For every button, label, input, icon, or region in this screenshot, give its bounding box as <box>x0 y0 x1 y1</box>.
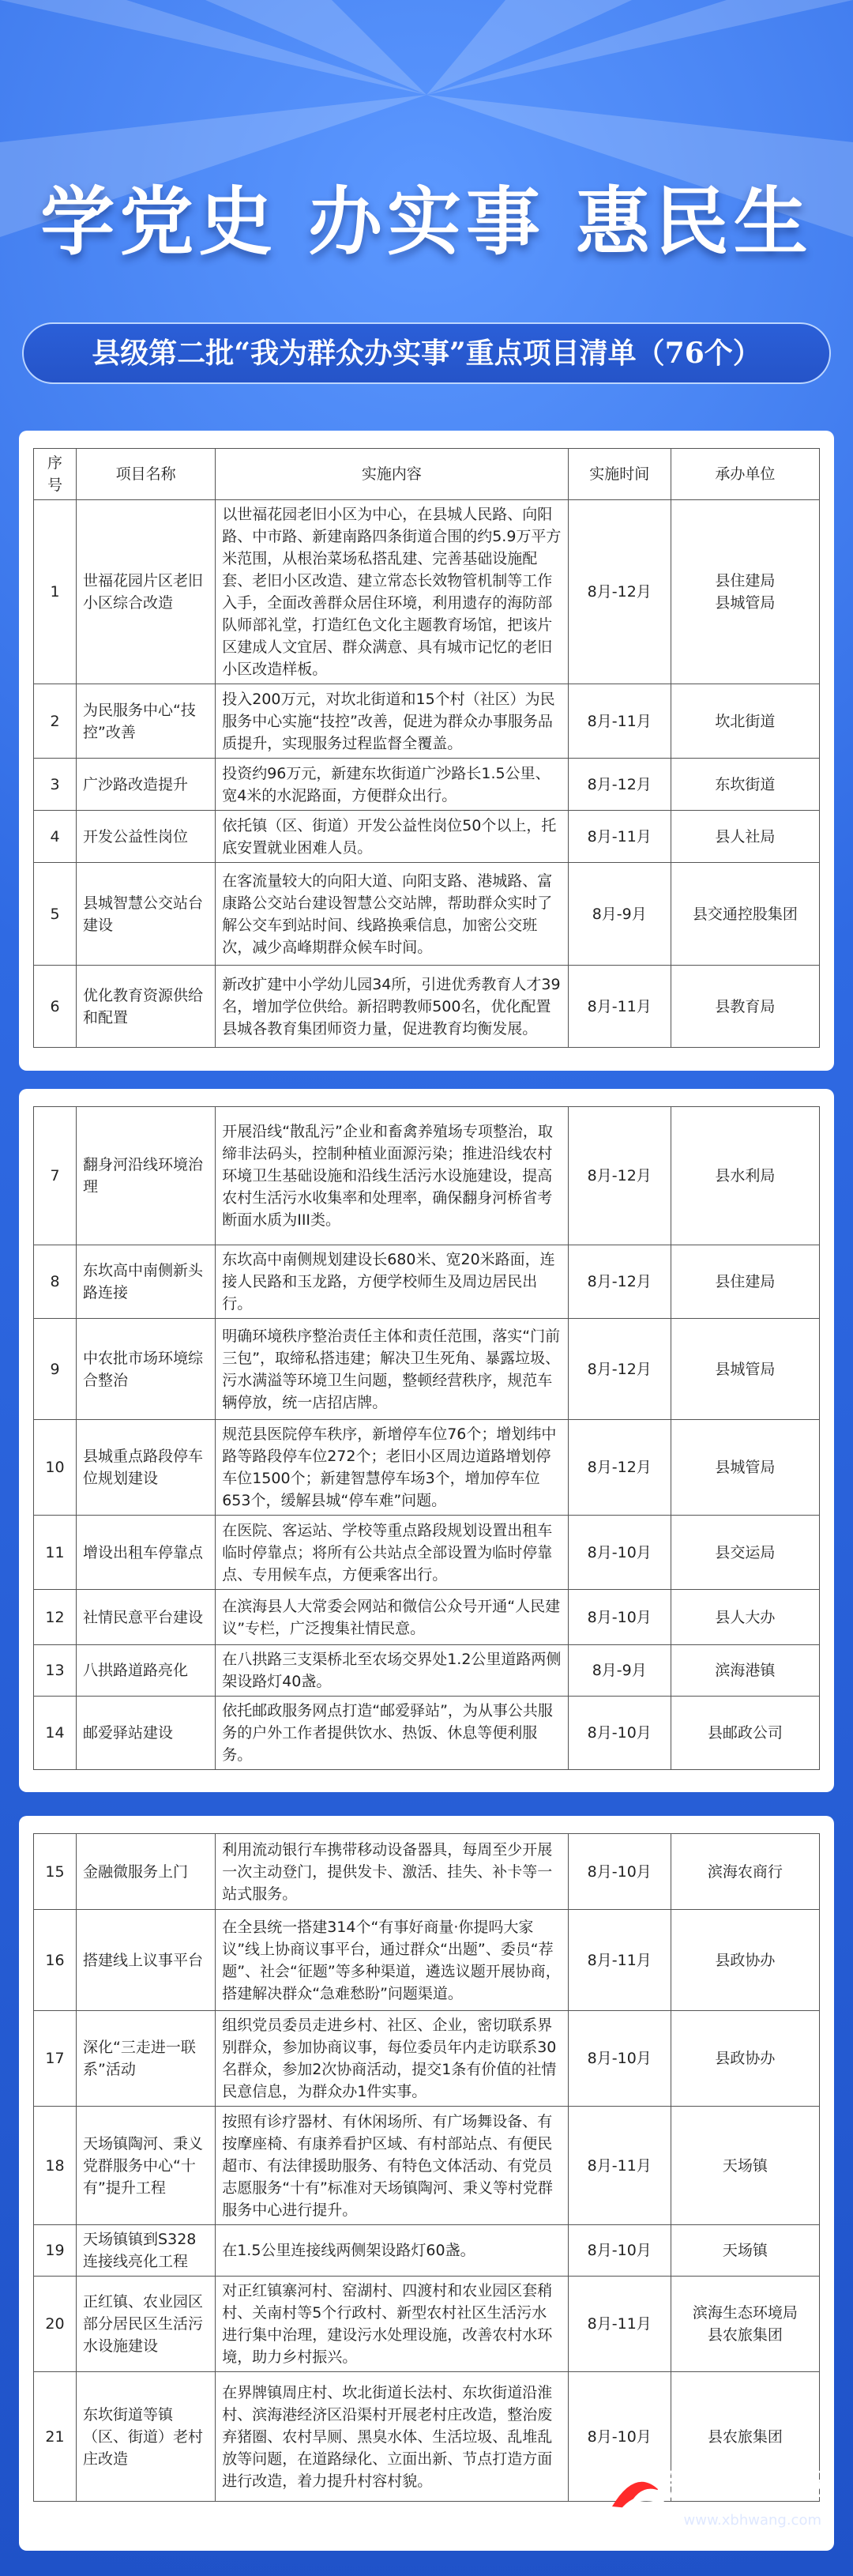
project-time: 8月-9月 <box>568 863 671 966</box>
row-number: 20 <box>34 2277 77 2372</box>
row-number: 11 <box>34 1516 77 1590</box>
project-unit: 天场镇 <box>671 2225 819 2277</box>
project-unit: 县人社局 <box>671 811 819 863</box>
project-content: 投资约96万元，新建东坎街道广沙路长1.5公里、宽4米的水泥路面，方便群众出行。 <box>216 759 568 811</box>
project-unit: 县城管局 <box>671 1420 819 1516</box>
table-row <box>34 1420 820 1516</box>
watermark-url: www.xbhwang.com <box>683 2512 821 2529</box>
project-time: 8月-11月 <box>568 2107 671 2225</box>
row-number: 13 <box>34 1645 77 1697</box>
project-unit: 滨海港镇 <box>671 1645 819 1697</box>
project-time: 8月-10月 <box>568 2372 671 2502</box>
project-content: 投入200万元，对坎北街道和15个村（社区）为民服务中心实施“技控”改善，促进为群众办事服务品质提升，实现服务过程监督全覆盖。 <box>216 684 568 759</box>
row-number: 18 <box>34 2107 77 2225</box>
row-number: 4 <box>34 811 77 863</box>
row-number: 10 <box>34 1420 77 1516</box>
row-number: 21 <box>34 2372 77 2502</box>
table-row <box>34 1245 820 1319</box>
table-row <box>34 2011 820 2107</box>
project-name: 广沙路改造提升 <box>77 759 216 811</box>
project-name: 世福花园片区老旧小区综合改造 <box>77 500 216 684</box>
project-table-1 <box>33 448 820 1048</box>
project-unit: 县交通控股集团 <box>671 863 819 966</box>
subtitle-text: 县级第二批“我为群众办实事”重点项目清单（76个） <box>92 337 761 370</box>
page-title: 学党史 办实事 惠民生 <box>40 179 813 266</box>
row-number: 15 <box>34 1834 77 1910</box>
project-content: 利用流动银行车携带移动设备器具，每周至少开展一次主动登门，提供发卡、激活、挂失、补卡等一站式服务。 <box>216 1834 568 1910</box>
row-number: 3 <box>34 759 77 811</box>
row-number: 9 <box>34 1319 77 1420</box>
project-unit: 县教育局 <box>671 966 819 1048</box>
project-name: 为民服务中心“技控”改善 <box>77 684 216 759</box>
project-panel-3 <box>19 1816 834 2551</box>
project-panel-2 <box>19 1089 834 1792</box>
project-unit: 县人大办 <box>671 1590 819 1645</box>
project-content: 明确环境秩序整治责任主体和责任范围，落实“门前三包”，取缔私搭违建；解决卫生死角、暴露垃圾、污水满溢等环境卫生问题，整顿经营秩序，规范车辆停放，统一店招店牌。 <box>216 1319 568 1420</box>
project-content: 东坎高中南侧规划建设长680米、宽20米路面，连接人民路和玉龙路，方便学校师生及周边居民出行。 <box>216 1245 568 1319</box>
watermark-text: 新滨海论坛 <box>654 2465 836 2505</box>
project-content: 在1.5公里连接线两侧架设路灯60盏。 <box>216 2225 568 2277</box>
header-time: 实施时间 <box>568 449 671 500</box>
project-name: 优化教育资源供给和配置 <box>77 966 216 1048</box>
project-content: 依托镇（区、街道）开发公益性岗位50个以上，托底安置就业困难人员。 <box>216 811 568 863</box>
project-content: 依托邮政服务网点打造“邮爱驿站”，为从事公共服务的户外工作者提供饮水、热饭、休息等便利服务。 <box>216 1697 568 1770</box>
row-number: 6 <box>34 966 77 1048</box>
table-row <box>34 1645 820 1697</box>
project-content: 在滨海县人大常委会网站和微信公众号开通“人民建议”专栏，广泛搜集社情民意。 <box>216 1590 568 1645</box>
project-table-2 <box>33 1106 820 1770</box>
project-name: 增设出租车停靠点 <box>77 1516 216 1590</box>
project-time: 8月-12月 <box>568 1107 671 1245</box>
project-content: 在八拱路三支渠桥北至农场交界处1.2公里道路两侧架设路灯40盏。 <box>216 1645 568 1697</box>
project-unit: 县城管局 <box>671 1319 819 1420</box>
row-number: 14 <box>34 1697 77 1770</box>
project-time: 8月-11月 <box>568 1910 671 2011</box>
project-unit: 天场镇 <box>671 2107 819 2225</box>
row-number: 7 <box>34 1107 77 1245</box>
header-no: 序号 <box>34 449 77 500</box>
project-table-3 <box>33 1833 820 2502</box>
project-name: 正红镇、农业园区部分居民区生活污水设施建设 <box>77 2277 216 2372</box>
row-number: 17 <box>34 2011 77 2107</box>
row-number: 2 <box>34 684 77 759</box>
project-content: 按照有诊疗器材、有休闲场所、有广场舞设备、有按摩座椅、有康养看护区域、有村部站点、有便民超市、有法律援助服务、有特色文体活动、有党员志愿服务“十有”标准对天场镇陶河、秉义等村党群服务中心进行提升。 <box>216 2107 568 2225</box>
project-time: 8月-10月 <box>568 1590 671 1645</box>
table-row <box>34 1516 820 1590</box>
project-time: 8月-10月 <box>568 2225 671 2277</box>
table-row <box>34 1697 820 1770</box>
project-time: 8月-12月 <box>568 759 671 811</box>
project-time: 8月-12月 <box>568 500 671 684</box>
project-time: 8月-10月 <box>568 1697 671 1770</box>
project-time: 8月-11月 <box>568 684 671 759</box>
project-time: 8月-12月 <box>568 1319 671 1420</box>
table-row <box>34 500 820 684</box>
project-unit: 县住建局 <box>671 1245 819 1319</box>
project-name: 县城重点路段停车位规划建设 <box>77 1420 216 1516</box>
project-name: 深化“三走进一联系”活动 <box>77 2011 216 2107</box>
project-content: 新改扩建中小学幼儿园34所，引进优秀教育人才39名，增加学位供给。新招聘教师500名，优化配置县城各教育集团师资力量，促进教育均衡发展。 <box>216 966 568 1048</box>
project-time: 8月-10月 <box>568 1516 671 1590</box>
table-row <box>34 1590 820 1645</box>
project-content: 在客流量较大的向阳大道、向阳支路、港城路、富康路公交站台建设智慧公交站牌，帮助群众实时了解公交车到站时间、线路换乘信息，加密公交班次，减少高峰期群众候车时间。 <box>216 863 568 966</box>
table-row <box>34 811 820 863</box>
project-name: 东坎高中南侧新头路连接 <box>77 1245 216 1319</box>
table-row <box>34 966 820 1048</box>
table-row <box>34 2107 820 2225</box>
table-row <box>34 1319 820 1420</box>
project-name: 金融微服务上门 <box>77 1834 216 1910</box>
project-panel-1 <box>19 431 834 1071</box>
project-time: 8月-11月 <box>568 811 671 863</box>
project-unit: 滨海农商行 <box>671 1834 819 1910</box>
project-time: 8月-11月 <box>568 2277 671 2372</box>
project-unit: 坎北街道 <box>671 684 819 759</box>
project-time: 8月-12月 <box>568 1245 671 1319</box>
project-name: 中农批市场环境综合整治 <box>77 1319 216 1420</box>
project-name: 东坎街道等镇（区、街道）老村庄改造 <box>77 2372 216 2502</box>
header-content: 实施内容 <box>216 449 568 500</box>
table-row <box>34 1834 820 1910</box>
project-content: 组织党员委员走进乡村、社区、企业，密切联系界别群众，参加协商议事，每位委员年内走访联系30名群众，参加2次协商活动，提交1条有价值的社情民意信息，为群众办1件实事。 <box>216 2011 568 2107</box>
project-content: 在医院、客运站、学校等重点路段规划设置出租车临时停靠点；将所有公共站点全部设置为临时停靠点、专用候车点，方便乘客出行。 <box>216 1516 568 1590</box>
project-unit: 东坎街道 <box>671 759 819 811</box>
row-number: 8 <box>34 1245 77 1319</box>
header-unit: 承办单位 <box>671 449 819 500</box>
row-number: 16 <box>34 1910 77 2011</box>
project-unit: 县政协办 <box>671 2011 819 2107</box>
table-row <box>34 759 820 811</box>
project-name: 八拱路道路亮化 <box>77 1645 216 1697</box>
project-time: 8月-12月 <box>568 1420 671 1516</box>
project-unit: 县水利局 <box>671 1107 819 1245</box>
project-name: 翻身河沿线环境治理 <box>77 1107 216 1245</box>
project-name: 县城智慧公交站台建设 <box>77 863 216 966</box>
project-name: 开发公益性岗位 <box>77 811 216 863</box>
project-time: 8月-10月 <box>568 1834 671 1910</box>
row-number: 12 <box>34 1590 77 1645</box>
table-row <box>34 2225 820 2277</box>
project-time: 8月-9月 <box>568 1645 671 1697</box>
project-name: 搭建线上议事平台 <box>77 1910 216 2011</box>
project-unit: 县交运局 <box>671 1516 819 1590</box>
project-name: 社情民意平台建设 <box>77 1590 216 1645</box>
table-row <box>34 863 820 966</box>
project-name: 邮爱驿站建设 <box>77 1697 216 1770</box>
table-row <box>34 2277 820 2372</box>
table-header-row <box>34 449 820 500</box>
project-unit: 滨海生态环境局 县农旅集团 <box>671 2277 819 2372</box>
project-content: 开展沿线“散乱污”企业和畜禽养殖场专项整治，取缔非法码头，控制种植业面源污染；推进沿线农村环境卫生基础设施和沿线生活污水设施建设，提高农村生活污水收集率和处理率，确保翻身河桥省考断面水质为III类。 <box>216 1107 568 1245</box>
row-number: 5 <box>34 863 77 966</box>
header-name: 项目名称 <box>77 449 216 500</box>
subtitle-banner <box>22 322 831 384</box>
project-name: 天场镇陶河、秉义党群服务中心“十有”提升工程 <box>77 2107 216 2225</box>
project-content: 规范县医院停车秩序，新增停车位76个；增划纬中路等路段停车位272个；老旧小区周边道路增划停车位1500个；新建智慧停车场3个，增加停车位653个，缓解县城“停车难”问题。 <box>216 1420 568 1516</box>
row-number: 1 <box>34 500 77 684</box>
table-row <box>34 684 820 759</box>
project-name: 天场镇镇到S328连接线亮化工程 <box>77 2225 216 2277</box>
project-unit: 县政协办 <box>671 1910 819 2011</box>
project-time: 8月-11月 <box>568 966 671 1048</box>
table-row <box>34 1910 820 2011</box>
project-content: 在界牌镇周庄村、坎北街道长法村、东坎街道沿淮村、滨海港经济区沿渠村开展老村庄改造，整治废弃猪圈、农村旱厕、黑臭水体、生活垃圾、乱堆乱放等问题，在道路绿化、立面出新、节点打造方面进行改造，着力提升村容村貌。 <box>216 2372 568 2502</box>
project-content: 在全县统一搭建314个“有事好商量·你提吗大家议”线上协商议事平台，通过群众“出题”、委员“荐题”、社会“征题”等多种渠道，遴选议题开展协商，搭建解决群众“急难愁盼”问题渠道。 <box>216 1910 568 2011</box>
table-row <box>34 1107 820 1245</box>
project-unit: 县住建局 县城管局 <box>671 500 819 684</box>
project-time: 8月-10月 <box>568 2011 671 2107</box>
project-unit: 县邮政公司 <box>671 1697 819 1770</box>
project-content: 对正红镇寨河村、窑湖村、四渡村和农业园区套稍村、关南村等5个行政村、新型农村社区生活污水进行集中治理，建设污水处理设施，改善农村水环境，助力乡村振兴。 <box>216 2277 568 2372</box>
project-unit: 县农旅集团 <box>671 2372 819 2502</box>
project-content: 以世福花园老旧小区为中心，在县城人民路、向阳路、中市路、新建南路四条街道合围的约5.9万平方米范围，从根治菜场私搭乱建、完善基础设施配套、老旧小区改造、建立常态长效物管机制等工作入手，全面改善群众居住环境，利用遗存的海防部队师部礼堂，打造红色文化主题教育场馆，把该片区建成人文宜居、群众满意、具有城市记忆的老旧小区改造样板。 <box>216 500 568 684</box>
row-number: 19 <box>34 2225 77 2277</box>
